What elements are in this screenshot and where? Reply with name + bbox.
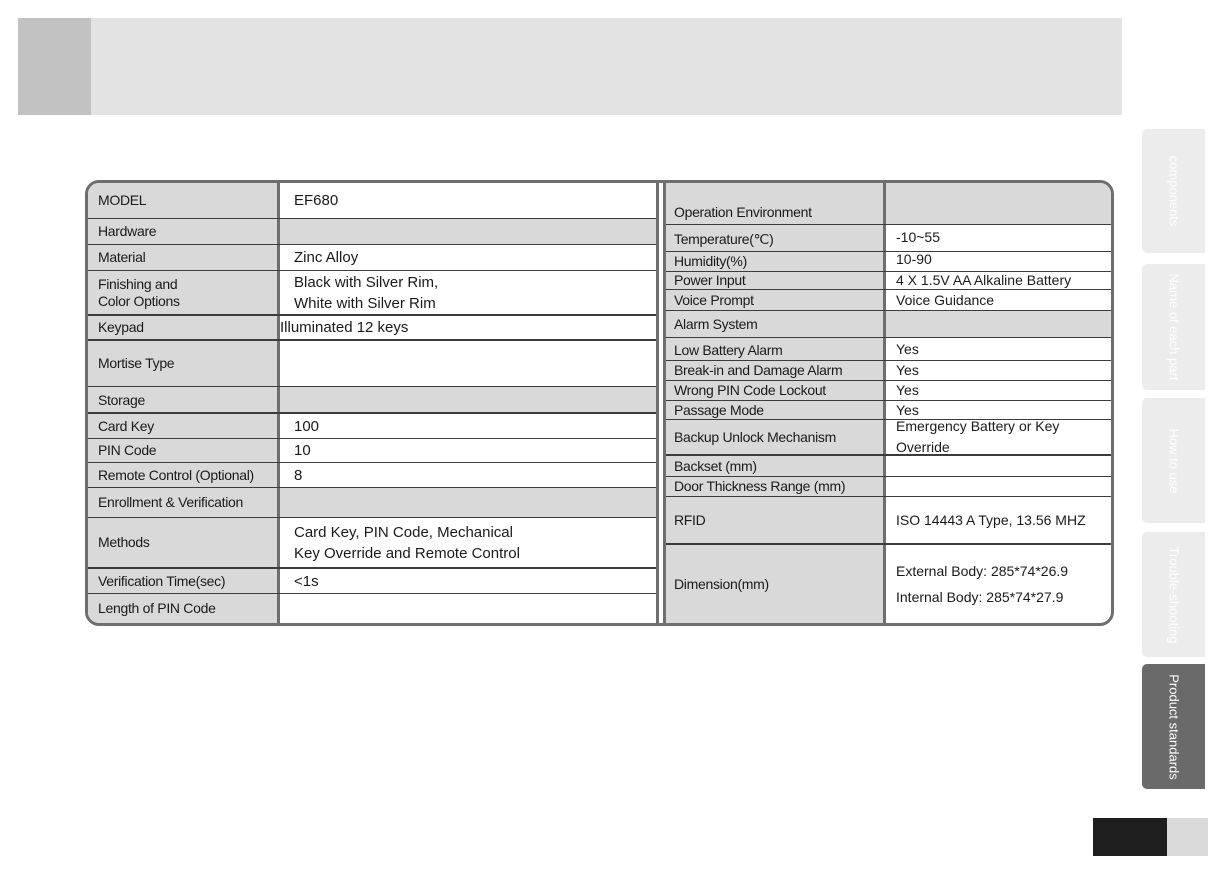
spec-label: Backset (mm): [666, 456, 886, 476]
spec-value: [280, 341, 656, 386]
side-tab-label: Trouble-shooting: [1166, 545, 1181, 644]
side-tab-name-of-each-part[interactable]: [1142, 264, 1205, 390]
section-label: Enrollment & Verification: [88, 488, 280, 517]
spec-label: Voice Prompt: [666, 290, 886, 310]
table-row: [666, 224, 1111, 251]
section-value: [886, 311, 1111, 337]
external-body-line: [896, 558, 1068, 584]
table-row: [666, 454, 1111, 476]
dimension-values: [886, 545, 1111, 623]
section-value: [280, 387, 656, 412]
spec-value: 10: [294, 442, 311, 459]
table-row: [88, 218, 656, 244]
side-tab-label: components: [1166, 155, 1181, 227]
spec-label: Verification Time(sec): [88, 569, 280, 593]
spec-value: ISO 14443 A Type, 13.56 MHZ: [896, 511, 1086, 528]
side-tab-how-to-use[interactable]: [1142, 398, 1205, 523]
table-row: [88, 412, 656, 438]
spec-label: MODEL: [88, 183, 280, 218]
table-row: [88, 270, 656, 314]
spec-label: Material: [88, 245, 280, 270]
spec-label: Power Input: [666, 272, 886, 289]
table-row: [88, 517, 656, 567]
internal-body-label: Internal Body:: [896, 589, 983, 605]
spec-table-right: [666, 183, 1111, 623]
spec-label: Keypad: [88, 316, 280, 339]
spec-table: [85, 180, 1114, 626]
spec-value: [886, 456, 1111, 476]
external-body-value: 285*74*26.9: [990, 563, 1069, 579]
spec-value: Yes: [896, 382, 919, 398]
section-label: Operation Environment: [666, 183, 886, 224]
side-tab-label: Product standards: [1166, 673, 1181, 780]
spec-value: -10~55: [896, 229, 940, 245]
table-row: [666, 183, 1111, 224]
page-indicator-dark: [1093, 818, 1167, 856]
spec-value: Card Key, PIN Code, Mechanical Key Override and Remote Control: [294, 523, 520, 562]
spec-label: Break-in and Damage Alarm: [666, 361, 886, 380]
spec-value: 4 X 1.5V AA Alkaline Battery: [896, 272, 1072, 288]
section-value: [886, 183, 1111, 224]
external-body-label: External Body:: [896, 563, 988, 579]
section-value: [280, 219, 656, 244]
side-tab-components[interactable]: [1142, 129, 1205, 253]
spec-value: [886, 477, 1111, 496]
table-row: [88, 183, 656, 218]
spec-label: Dimension(mm): [666, 545, 886, 623]
spec-label: Methods: [88, 518, 280, 567]
spec-value: Voice Guidance: [896, 291, 995, 308]
table-row: [666, 419, 1111, 454]
table-row: [88, 462, 656, 487]
table-row: [88, 339, 656, 386]
spec-label: Low Battery Alarm: [666, 338, 886, 360]
table-row: [88, 487, 656, 517]
spec-table-left: [88, 183, 656, 623]
table-row: [88, 567, 656, 593]
spec-label: Wrong PIN Code Lockout: [666, 381, 886, 400]
page-indicator-light: [1167, 818, 1208, 856]
spec-value: Yes: [896, 362, 919, 378]
table-row: [666, 380, 1111, 400]
table-row: [666, 271, 1111, 289]
internal-body-value: 285*74*27.9: [986, 589, 1064, 605]
spec-value: [280, 594, 656, 623]
spec-value: Zinc Alloy: [294, 249, 359, 266]
spec-value: EF680: [294, 192, 339, 209]
spec-value: Yes: [896, 341, 919, 357]
spec-value: 8: [294, 466, 303, 484]
internal-body-line: [896, 584, 1063, 610]
header-banner: [18, 18, 1122, 115]
table-row: [88, 593, 656, 623]
section-label: Hardware: [88, 219, 280, 244]
table-row: [88, 386, 656, 412]
spec-label: Length of PIN Code: [88, 594, 280, 623]
spec-value: Emergency Battery or Key Override: [896, 418, 1060, 455]
table-row: [666, 337, 1111, 360]
section-value: [280, 488, 656, 517]
spec-value: Yes: [896, 401, 919, 418]
table-row: [666, 496, 1111, 543]
spec-value: 10-90: [896, 251, 932, 267]
table-row: [666, 289, 1111, 310]
side-tab-trouble-shooting[interactable]: [1142, 532, 1205, 657]
table-row: [88, 438, 656, 462]
table-row: [666, 543, 1111, 623]
spec-label: Backup Unlock Mechanism: [666, 420, 886, 454]
spec-label: Finishing and Color Options: [88, 271, 280, 314]
table-row: [666, 476, 1111, 496]
spec-label: Passage Mode: [666, 401, 886, 419]
spec-value: <1s: [294, 572, 319, 590]
spec-label: Door Thickness Range (mm): [666, 477, 886, 496]
spec-label: Remote Control (Optional): [88, 463, 280, 487]
spec-value: Illuminated 12 keys: [280, 319, 409, 336]
side-tab-label: Name of each part: [1166, 273, 1181, 381]
side-tab-product-standards[interactable]: [1142, 664, 1205, 789]
spec-label: RFID: [666, 497, 886, 543]
section-label: Alarm System: [666, 311, 886, 337]
table-row: [666, 360, 1111, 380]
spec-label: PIN Code: [88, 439, 280, 462]
spec-label: Temperature(℃): [666, 225, 886, 251]
spec-label: Humidity(%): [666, 252, 886, 271]
table-row: [88, 314, 656, 339]
spec-value: Black with Silver Rim, White with Silver Rim: [294, 273, 439, 312]
spec-label: Card Key: [88, 414, 280, 438]
table-row: [666, 251, 1111, 271]
spec-label: Mortise Type: [88, 341, 280, 386]
header-banner-tab: [18, 18, 91, 115]
table-row: [666, 310, 1111, 337]
spec-value: 100: [294, 417, 320, 435]
table-row: [88, 244, 656, 270]
column-divider: [656, 183, 666, 623]
side-tab-label: How to use: [1166, 427, 1181, 494]
section-label: Storage: [88, 387, 280, 412]
